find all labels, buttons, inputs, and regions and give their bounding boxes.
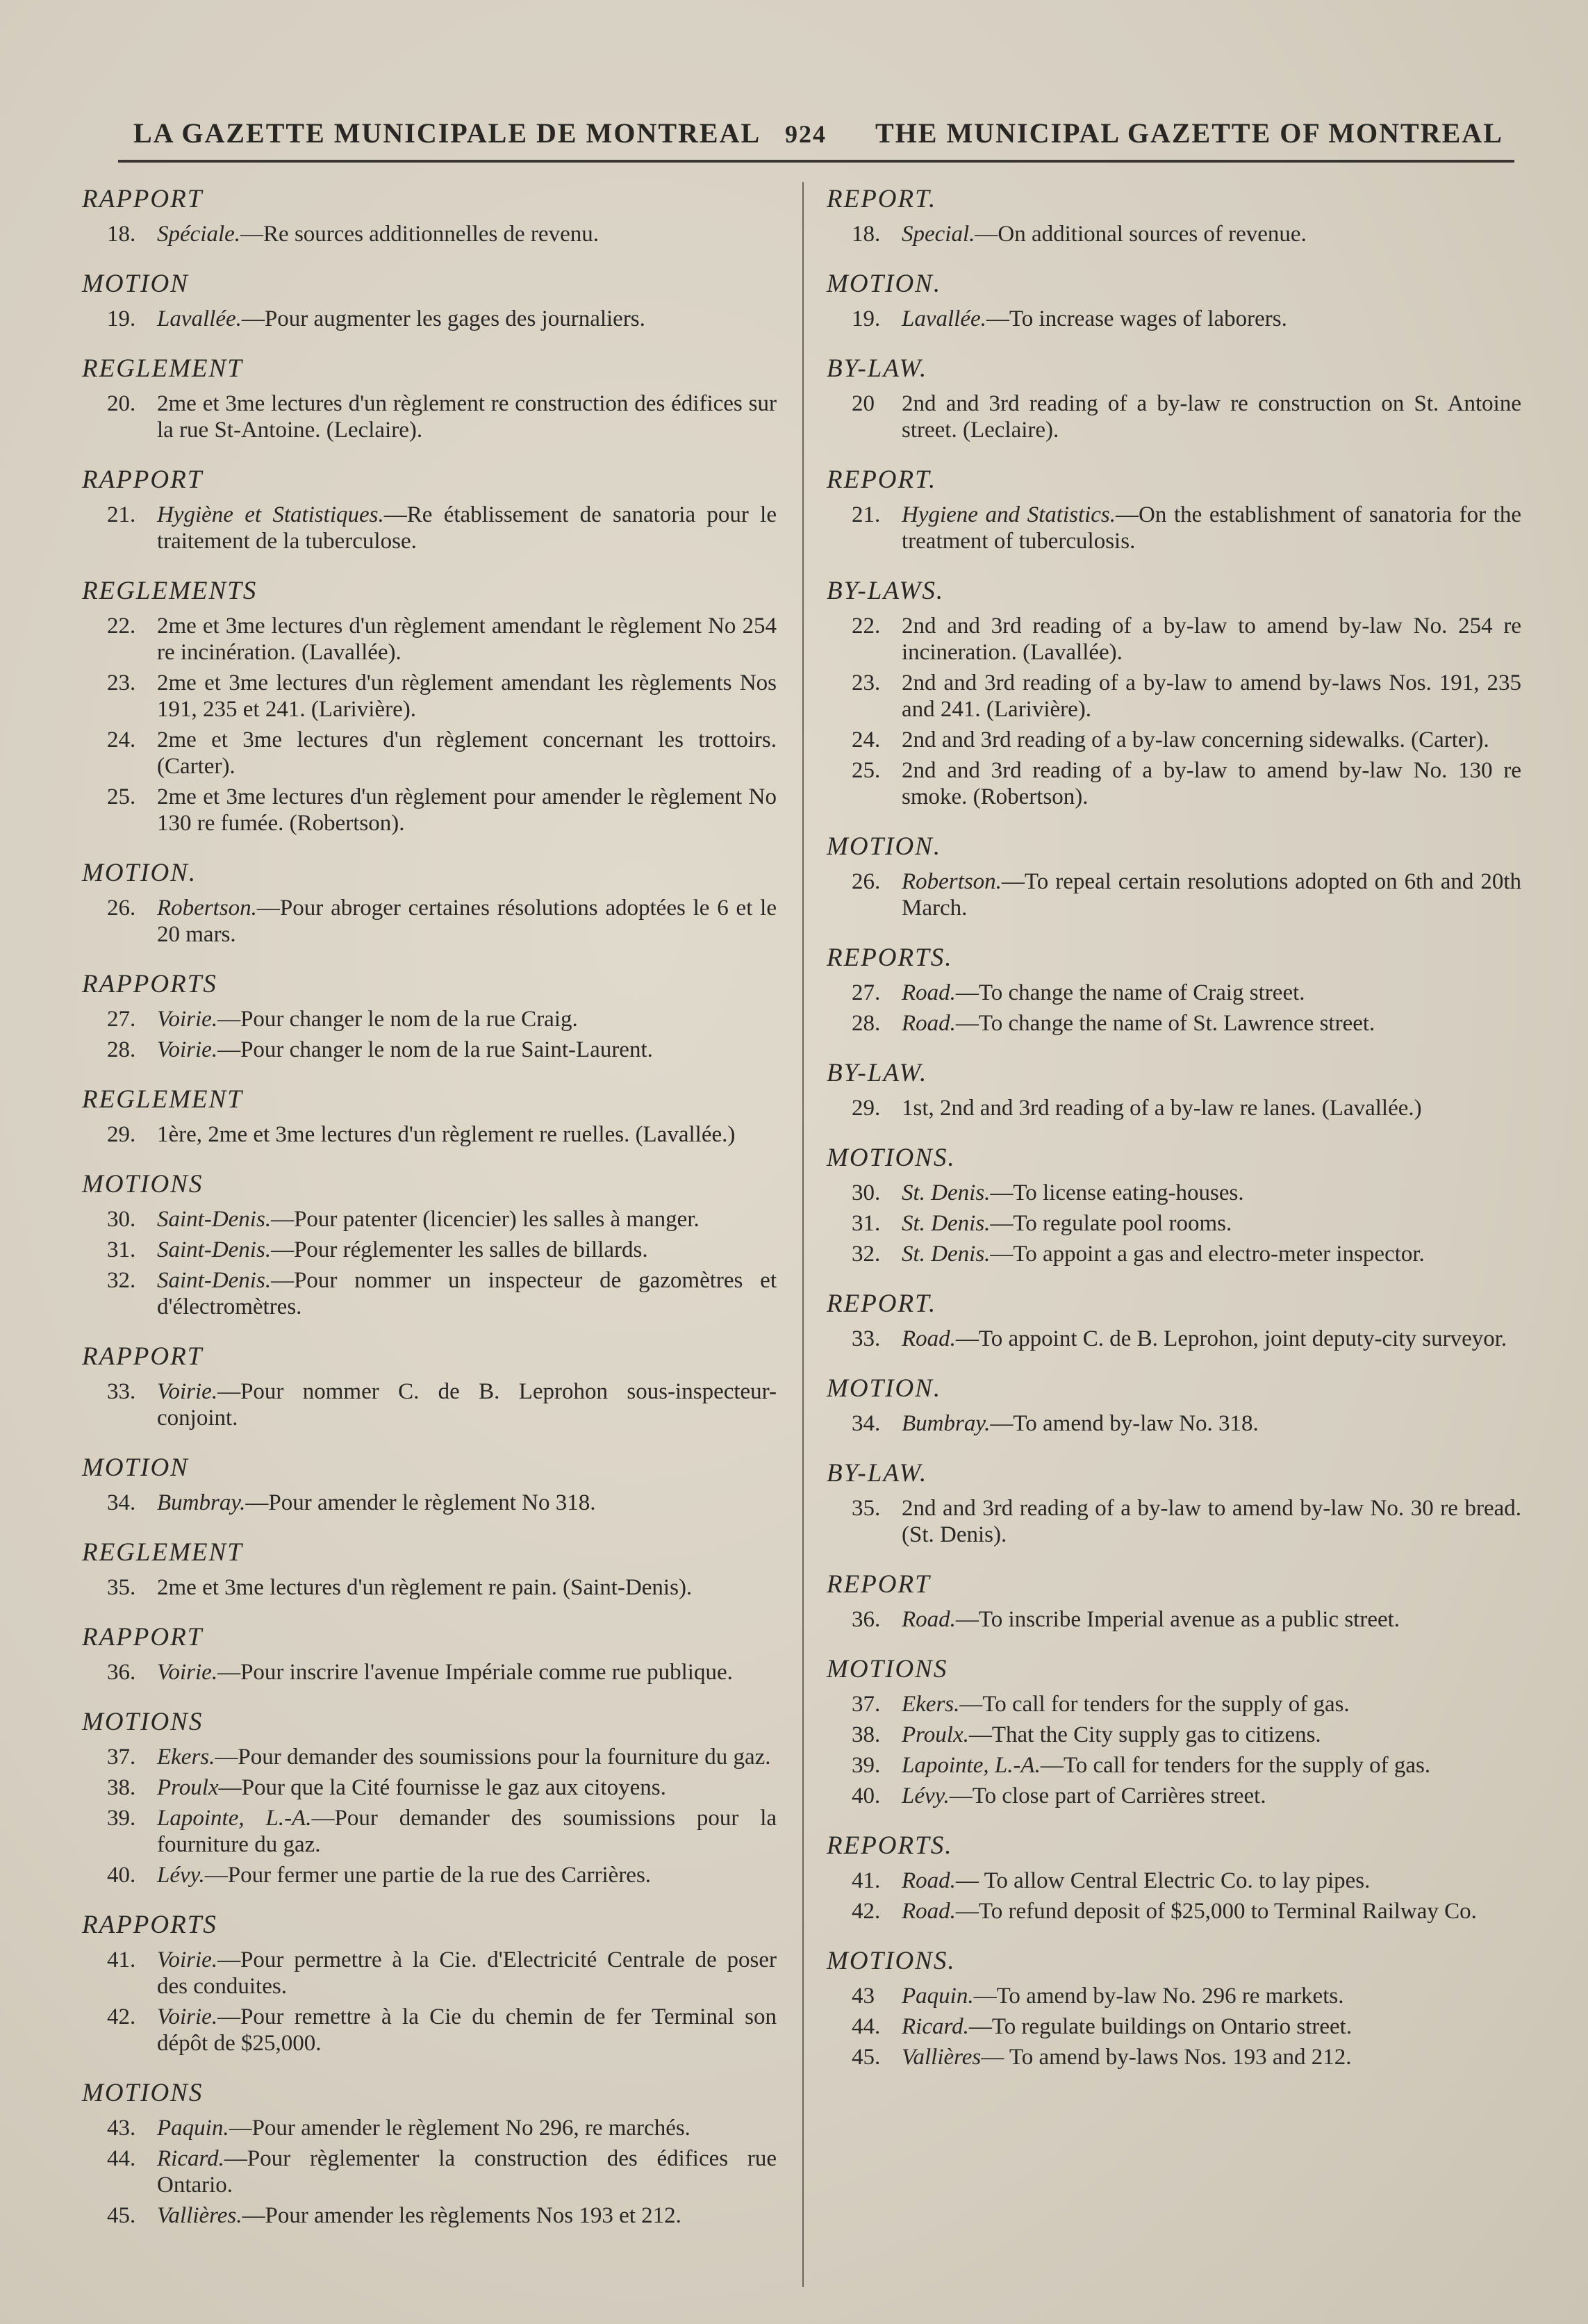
item-number: 36. <box>107 1660 136 1685</box>
item-number: 41. <box>107 1947 136 1972</box>
item-number: 25. <box>107 784 136 809</box>
section-gap <box>82 1893 777 1908</box>
agenda-item <box>827 1095 1521 1121</box>
section-gap <box>827 1552 1521 1567</box>
item-proposer: Vallières. <box>157 2203 242 2228</box>
agenda-item <box>82 1774 777 1801</box>
item-number: 20. <box>107 391 136 416</box>
agenda-item <box>82 1574 777 1601</box>
item-number: 41. <box>852 1868 881 1893</box>
section-heading: MOTION <box>82 1453 189 1482</box>
item-number: 40. <box>852 1783 881 1808</box>
item-proposer: Lavallée. <box>902 306 986 331</box>
item-proposer: Ekers. <box>902 1692 960 1717</box>
item-number: 28. <box>107 1037 136 1062</box>
section-gap <box>82 1605 777 1620</box>
item-text: —Pour amender le règlement No 318. <box>245 1490 596 1515</box>
item-text: 2me et 3me lectures d'un règlement re construction des édifices sur la rue St-Antoine. (Leclaire). <box>157 391 777 443</box>
item-number: 29. <box>852 1096 881 1121</box>
item-text: —To amend by-law No. 318. <box>990 1411 1259 1436</box>
section-gap <box>82 1690 777 1705</box>
section-gap <box>827 1637 1521 1652</box>
agenda-item <box>827 1180 1521 1206</box>
item-text: —Pour inscrire l'avenue Impériale comme rue publique. <box>217 1660 733 1685</box>
item-number: 37. <box>852 1692 881 1717</box>
agenda-item <box>827 1898 1521 1925</box>
agenda-item <box>827 1868 1521 1894</box>
item-proposer: Ricard. <box>902 2014 969 2039</box>
agenda-item <box>82 1206 777 1233</box>
item-number: 31. <box>852 1211 881 1236</box>
header-left-title: LA GAZETTE MUNICIPALE DE MONTREAL <box>133 117 761 149</box>
section-gap <box>82 841 777 856</box>
agenda-item <box>82 1744 777 1770</box>
item-proposer: Hygiene and Statistics. <box>902 502 1116 527</box>
item-proposer: Voirie. <box>157 1947 218 1972</box>
item-number: 18. <box>852 222 881 247</box>
agenda-item <box>82 2202 777 2229</box>
item-text: —Pour réglementer les salles de billards. <box>271 1237 648 1262</box>
item-number: 38. <box>107 1775 136 1800</box>
item-text: 2nd and 3rd reading of a by-law re construction on St. Antoine street. (Leclaire). <box>902 391 1521 443</box>
item-proposer: Lévy. <box>902 1783 950 1808</box>
item-number: 38. <box>852 1722 881 1747</box>
section-heading: REPORT <box>827 1570 931 1599</box>
item-proposer: Bumbray. <box>157 1490 246 1515</box>
item-number: 44. <box>107 2146 136 2171</box>
item-proposer: Paquin. <box>157 2116 229 2141</box>
section-gap <box>82 336 777 352</box>
item-proposer: Ekers. <box>157 1745 215 1770</box>
section-heading: MOTIONS. <box>827 1144 956 1172</box>
agenda-item <box>82 1006 777 1032</box>
agenda-item <box>82 727 777 780</box>
item-number: 37. <box>107 1745 136 1770</box>
section-heading: MOTION. <box>827 832 942 861</box>
agenda-item <box>82 1490 777 1516</box>
item-number: 45. <box>107 2203 136 2228</box>
agenda-item <box>82 306 777 332</box>
agenda-item <box>82 1378 777 1431</box>
section-heading: RAPPORT <box>82 1342 204 1371</box>
item-number: 44. <box>852 2014 881 2039</box>
section-gap <box>82 952 777 967</box>
section-heading: MOTIONS <box>82 1170 204 1198</box>
page-header <box>118 104 1514 163</box>
section-heading: REGLEMENT <box>82 354 243 383</box>
agenda-item <box>82 1659 777 1686</box>
item-number: 23. <box>852 670 881 695</box>
agenda-item <box>827 306 1521 332</box>
agenda-item <box>827 1752 1521 1779</box>
item-text: —To refund deposit of $25,000 to Terminal Railway Co. <box>955 1899 1477 1924</box>
item-number: 19. <box>852 306 881 331</box>
item-text: —Pour changer le nom de la rue Saint-Laurent. <box>217 1037 653 1062</box>
agenda-item <box>827 727 1521 753</box>
item-text: —To repeal certain resolutions adopted on 6th and 20th March. <box>902 869 1521 921</box>
section-heading: RAPPORTS <box>82 970 217 998</box>
section-heading: BY-LAW. <box>827 354 928 383</box>
agenda-item <box>827 1210 1521 1237</box>
section-gap <box>82 1435 777 1451</box>
item-proposer: Proulx. <box>902 1722 969 1747</box>
item-text: —Pour règlementer la construction des édifices rue Ontario. <box>157 2146 777 2198</box>
item-text: 2me et 3me lectures d'un règlement re pain. (Saint-Denis). <box>157 1575 693 1600</box>
agenda-item <box>827 2044 1521 2070</box>
item-proposer: Voirie. <box>157 1660 218 1685</box>
item-text: —Pour changer le nom de la rue Craig. <box>217 1007 578 1032</box>
item-proposer: Special. <box>902 222 975 247</box>
section-heading: MOTION. <box>827 270 942 298</box>
item-text: —Pour remettre à la Cie du chemin de fer Terminal son dépôt de $25,000. <box>157 2004 777 2056</box>
item-number: 28. <box>852 1011 881 1036</box>
item-proposer: Road. <box>902 1868 956 1893</box>
agenda-item <box>827 1241 1521 1267</box>
item-text: —To regulate pool rooms. <box>990 1211 1232 1236</box>
item-text: —To increase wages of laborers. <box>986 306 1287 331</box>
section-gap <box>82 447 777 463</box>
item-text: —To call for tenders for the supply of gas. <box>959 1692 1350 1717</box>
item-number: 24. <box>107 727 136 752</box>
item-proposer: Proulx <box>157 1775 219 1800</box>
item-proposer: Robertson. <box>902 869 1002 894</box>
section-gap <box>827 1356 1521 1371</box>
item-number: 27. <box>107 1007 136 1032</box>
item-text: —On additional sources of revenue. <box>975 222 1307 247</box>
item-proposer: Voirie. <box>157 1037 218 1062</box>
item-number: 34. <box>852 1411 881 1436</box>
item-text: 2nd and 3rd reading of a by-law to amend by-laws Nos. 191, 235 and 241. (Larivière). <box>902 670 1521 722</box>
agenda-item <box>827 1606 1521 1633</box>
section-gap <box>82 559 777 574</box>
item-number: 39. <box>852 1753 881 1778</box>
item-text: —Pour amender le règlement No 296, re marchés. <box>229 2116 690 2141</box>
agenda-item <box>827 1691 1521 1717</box>
section-heading: RAPPORT <box>82 1623 204 1651</box>
agenda-item <box>82 2145 777 2198</box>
section-heading: MOTION <box>82 270 189 298</box>
item-number: 34. <box>107 1490 136 1515</box>
item-text: —Pour demander des soumissions pour la fourniture du gaz. <box>157 1806 777 1857</box>
item-text: —To change the name of St. Lawrence street. <box>955 1011 1375 1036</box>
section-heading: MOTIONS <box>827 1655 948 1683</box>
item-proposer: Road. <box>902 1607 956 1632</box>
item-proposer: Lapointe, L.-A. <box>902 1753 1041 1778</box>
agenda-item <box>82 2115 777 2141</box>
page-number: 924 <box>785 120 827 148</box>
item-text: 1ère, 2me et 3me lectures d'un règlement re ruelles. (Lavallée.) <box>157 1122 736 1147</box>
item-number: 42. <box>852 1899 881 1924</box>
item-text: —To call for tenders for the supply of gas. <box>1040 1753 1431 1778</box>
section-gap <box>82 1067 777 1082</box>
item-text: —Pour fermer une partie de la rue des Carrières. <box>204 1863 652 1888</box>
item-number: 21. <box>852 502 881 527</box>
agenda-item <box>82 1121 777 1148</box>
item-text: —To amend by-law No. 296 re markets. <box>973 1984 1344 2009</box>
section-heading: MOTION. <box>827 1374 942 1403</box>
item-number: 43 <box>852 1984 875 2009</box>
item-text: 2me et 3me lectures d'un règlement amendant le règlement No 254 re incinération. (Lavallée). <box>157 613 777 665</box>
item-text: —To appoint C. de B. Leprohon, joint deputy-city surveyor. <box>955 1326 1507 1351</box>
item-number: 43. <box>107 2116 136 2141</box>
item-proposer: Lavallée. <box>157 306 242 331</box>
item-number: 22. <box>852 613 881 638</box>
item-proposer: Bumbray. <box>902 1411 991 1436</box>
section-heading: REGLEMENT <box>82 1538 243 1567</box>
section-heading: REGLEMENT <box>82 1085 243 1114</box>
item-number: 18. <box>107 222 136 247</box>
agenda-item <box>827 221 1521 247</box>
item-text: 2me et 3me lectures d'un règlement concernant les trottoirs. (Carter). <box>157 727 777 779</box>
agenda-item <box>82 1805 777 1858</box>
item-text: —Pour nommer C. de B. Leprohon sous-inspecteur-conjoint. <box>157 1379 777 1431</box>
section-gap <box>827 1126 1521 1141</box>
item-text: —Pour demander des soumissions pour la fourniture du gaz. <box>215 1745 771 1770</box>
item-text: 2nd and 3rd reading of a by-law to amend by-law No. 130 re smoke. (Robertson). <box>902 758 1521 809</box>
item-number: 23. <box>107 670 136 695</box>
item-text: — To allow Central Electric Co. to lay pipes. <box>955 1868 1371 1893</box>
item-number: 29. <box>107 1122 136 1147</box>
item-number: 33. <box>852 1326 881 1351</box>
section-heading: MOTION. <box>82 859 197 887</box>
section-gap <box>827 1041 1521 1056</box>
section-heading: MOTIONS. <box>827 1947 956 1975</box>
item-text: —To appoint a gas and electro-meter inspector. <box>990 1242 1425 1267</box>
item-text: — To amend by-laws Nos. 193 and 212. <box>981 2045 1352 2070</box>
section-gap <box>82 2061 777 2076</box>
item-text: —Pour nommer un inspecteur de gazomètres et d'électromètres. <box>157 1268 777 1319</box>
section-gap <box>827 252 1521 267</box>
english-column <box>827 182 1521 2075</box>
item-proposer: Paquin. <box>902 1984 974 2009</box>
item-number: 36. <box>852 1607 881 1632</box>
agenda-item <box>827 1495 1521 1548</box>
item-text: 2nd and 3rd reading of a by-law to amend by-law No. 30 re bread. (St. Denis). <box>902 1496 1521 1547</box>
item-proposer: Road. <box>902 1326 956 1351</box>
section-gap <box>82 1152 777 1167</box>
agenda-item <box>82 784 777 837</box>
item-proposer: St. Denis. <box>902 1211 991 1236</box>
item-text: —To change the name of Craig street. <box>955 980 1305 1005</box>
section-gap <box>827 1441 1521 1456</box>
section-heading: REPORT. <box>827 185 937 213</box>
agenda-item <box>827 1326 1521 1352</box>
agenda-item <box>827 980 1521 1006</box>
section-heading: RAPPORT <box>82 465 204 494</box>
item-number: 27. <box>852 980 881 1005</box>
item-proposer: Saint-Denis. <box>157 1237 272 1262</box>
agenda-item <box>82 1037 777 1063</box>
agenda-item <box>82 895 777 948</box>
item-proposer: Saint-Denis. <box>157 1207 272 1232</box>
item-text: —To regulate buildings on Ontario street. <box>968 2014 1353 2039</box>
agenda-item <box>82 1862 777 1888</box>
section-gap <box>82 1520 777 1535</box>
section-heading: RAPPORT <box>82 185 204 213</box>
item-proposer: Road. <box>902 1011 956 1036</box>
item-text: 2nd and 3rd reading of a by-law to amend by-law No. 254 re incineration. (Lavallée). <box>902 613 1521 665</box>
header-right-title: THE MUNICIPAL GAZETTE OF MONTREAL <box>875 117 1503 149</box>
item-text: —To license eating-houses. <box>990 1180 1244 1205</box>
section-heading: REPORT. <box>827 465 937 494</box>
item-number: 24. <box>852 727 881 752</box>
section-gap <box>827 925 1521 941</box>
agenda-item <box>827 1722 1521 1748</box>
section-heading: MOTIONS <box>82 1708 204 1736</box>
agenda-item <box>82 1947 777 2000</box>
item-proposer: Ricard. <box>157 2146 224 2171</box>
section-gap <box>827 1271 1521 1287</box>
item-proposer: Saint-Denis. <box>157 1268 272 1293</box>
item-number: 21. <box>107 502 136 527</box>
item-number: 32. <box>852 1242 881 1267</box>
item-proposer: Hygiène et Statistiques. <box>157 502 384 527</box>
item-proposer: Lapointe, L.-A. <box>157 1806 312 1831</box>
french-column <box>82 182 777 2233</box>
item-proposer: Voirie. <box>157 1379 218 1404</box>
section-gap <box>827 1929 1521 1944</box>
section-heading: REGLEMENTS <box>82 577 258 605</box>
agenda-item <box>82 1237 777 1263</box>
item-text: 2me et 3me lectures d'un règlement pour amender le règlement No 130 re fumée. (Robertson). <box>157 784 777 836</box>
item-number: 39. <box>107 1806 136 1831</box>
item-number: 25. <box>852 758 881 783</box>
item-proposer: Road. <box>902 980 956 1005</box>
item-number: 26. <box>852 869 881 894</box>
item-proposer: Lévy. <box>157 1863 205 1888</box>
item-proposer: Voirie. <box>157 2004 218 2029</box>
agenda-item <box>82 2004 777 2057</box>
section-heading: MOTIONS <box>82 2079 204 2107</box>
column-divider <box>802 182 804 2287</box>
agenda-item <box>827 757 1521 810</box>
item-proposer: Road. <box>902 1899 956 1924</box>
item-text: —Pour amender les règlements Nos 193 et 212. <box>242 2203 681 2228</box>
item-text: 2nd and 3rd reading of a by-law concerning sidewalks. (Carter). <box>902 727 1489 752</box>
agenda-item <box>827 1410 1521 1437</box>
section-gap <box>82 252 777 267</box>
agenda-item <box>82 1267 777 1320</box>
agenda-item <box>82 670 777 723</box>
item-number: 26. <box>107 896 136 921</box>
section-gap <box>827 559 1521 574</box>
item-number: 35. <box>852 1496 881 1521</box>
item-text: —Pour augmenter les gages des journaliers. <box>241 306 645 331</box>
item-text: —Pour abroger certaines résolutions adoptées le 6 et le 20 mars. <box>157 896 777 947</box>
item-proposer: St. Denis. <box>902 1180 991 1205</box>
item-text: —To close part of Carrières street. <box>949 1783 1266 1808</box>
item-number: 35. <box>107 1575 136 1600</box>
item-proposer: Robertson. <box>157 896 257 921</box>
item-number: 42. <box>107 2004 136 2029</box>
agenda-item <box>82 221 777 247</box>
item-text: —Pour patenter (licencier) les salles à manger. <box>271 1207 700 1232</box>
section-heading: REPORTS. <box>827 1831 953 1860</box>
item-number: 30. <box>852 1180 881 1205</box>
agenda-item <box>827 868 1521 921</box>
section-gap <box>827 1813 1521 1829</box>
section-heading: REPORT. <box>827 1289 937 1318</box>
item-number: 33. <box>107 1379 136 1404</box>
item-proposer: Spéciale. <box>157 222 241 247</box>
item-text: —To inscribe Imperial avenue as a public street. <box>955 1607 1400 1632</box>
item-number: 45. <box>852 2045 881 2070</box>
item-text: —Re établissement de sanatoria pour le traitement de la tuberculose. <box>157 502 777 554</box>
item-text: —Pour permettre à la Cie. d'Electricité Centrale de poser des conduites. <box>157 1947 777 1999</box>
agenda-item <box>827 613 1521 666</box>
agenda-item <box>827 502 1521 554</box>
section-gap <box>827 336 1521 352</box>
item-proposer: Vallières <box>902 2045 982 2070</box>
item-text: —Re sources additionnelles de revenu. <box>240 222 599 247</box>
item-text: —On the establishment of sanatoria for the treatment of tuberculosis. <box>902 502 1521 554</box>
section-heading: BY-LAW. <box>827 1459 928 1487</box>
section-gap <box>82 1324 777 1340</box>
agenda-item <box>827 1783 1521 1809</box>
agenda-item <box>82 502 777 554</box>
section-heading: BY-LAW. <box>827 1059 928 1087</box>
agenda-item <box>827 390 1521 443</box>
section-heading: BY-LAWS. <box>827 577 945 605</box>
item-proposer: St. Denis. <box>902 1242 991 1267</box>
item-number: 30. <box>107 1207 136 1232</box>
item-number: 20 <box>852 391 875 416</box>
item-text: 1st, 2nd and 3rd reading of a by-law re lanes. (Lavallée.) <box>902 1096 1422 1121</box>
section-heading: RAPPORTS <box>82 1911 217 1939</box>
item-proposer: Voirie. <box>157 1007 218 1032</box>
item-number: 19. <box>107 306 136 331</box>
agenda-item <box>82 613 777 666</box>
agenda-item <box>827 1010 1521 1037</box>
item-text: —That the City supply gas to citizens. <box>968 1722 1321 1747</box>
item-number: 32. <box>107 1268 136 1293</box>
agenda-item <box>82 390 777 443</box>
section-gap <box>827 814 1521 830</box>
agenda-item <box>827 670 1521 723</box>
item-number: 31. <box>107 1237 136 1262</box>
agenda-item <box>827 1983 1521 2009</box>
section-heading: REPORTS. <box>827 943 953 972</box>
item-text: —Pour que la Cité fournisse le gaz aux citoyens. <box>218 1775 666 1800</box>
section-gap <box>827 447 1521 463</box>
item-text: 2me et 3me lectures d'un règlement amendant les règlements Nos 191, 235 et 241. (Larivière). <box>157 670 777 722</box>
agenda-item <box>827 2013 1521 2040</box>
item-number: 22. <box>107 613 136 638</box>
item-number: 40. <box>107 1863 136 1888</box>
